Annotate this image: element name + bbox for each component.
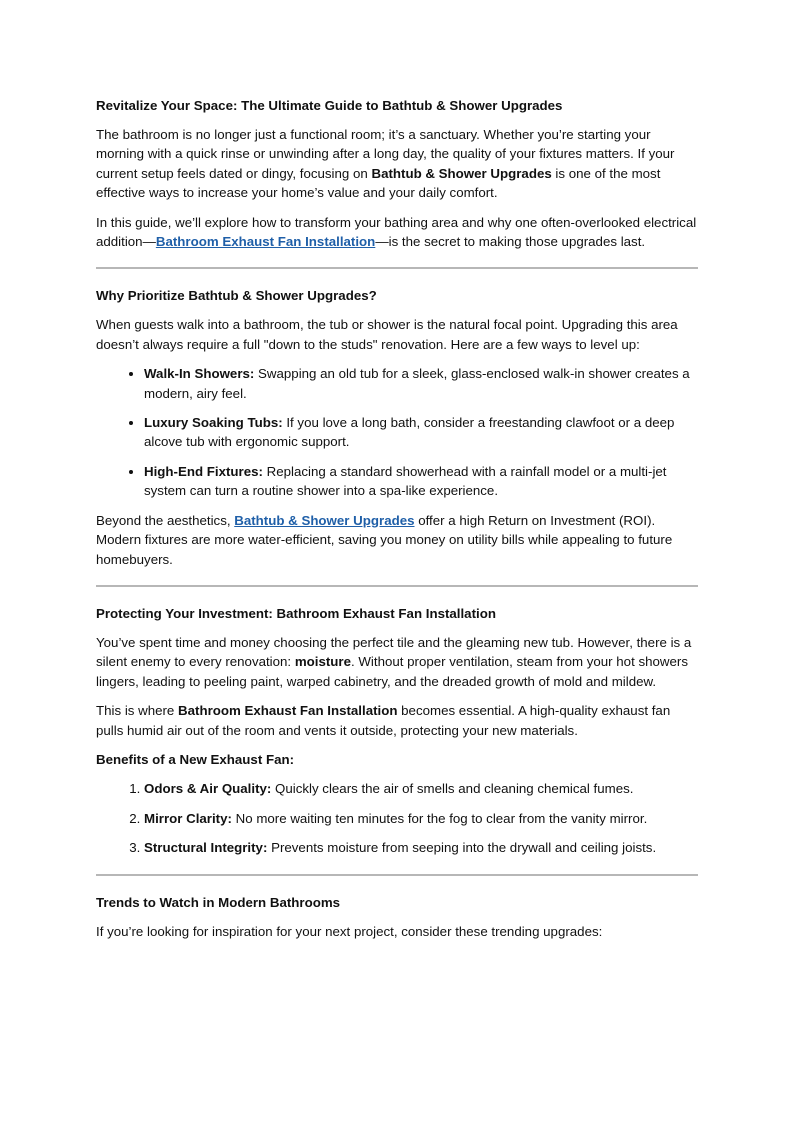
- list-item: • High-End Fixtures: Replacing a standard showerhead with a rainfall model or a multi-jet system can turn a routine shower into a spa-like experience.: [144, 462, 698, 501]
- list-item: 3. Structural Integrity: Prevents moisture from seeping into the drywall and ceiling joists.: [144, 838, 698, 857]
- benefits-heading: Benefits of a New Exhaust Fan:: [96, 751, 295, 767]
- document-page: [96, 96, 698, 951]
- section-divider: [96, 874, 698, 876]
- guide-paragraph: In this guide, we’ll explore how to transform your bathing area and why one often-overlooked electrical addition—Bathroom Exhaust Fan Installation—is the secret to making those upgrades last.: [96, 214, 697, 250]
- roi-paragraph: Beyond the aesthetics, Bathtub & Shower Upgrades offer a high Return on Investment (ROI). Modern fixtures are more water-efficient, saving you money on utility bills while appealing to future homebuyers.: [96, 512, 673, 567]
- list-item: • Walk-In Showers: Swapping an old tub for a sleek, glass-enclosed walk-in shower creates a modern, airy feel.: [144, 364, 698, 403]
- fan-paragraph: This is where Bathroom Exhaust Fan Installation becomes essential. A high-quality exhaust fan pulls humid air out of the room and vents it outside, protecting your new materials.: [96, 703, 671, 738]
- benefits-list: [96, 779, 698, 857]
- section-title-trends: Trends to Watch in Modern Bathrooms: [96, 894, 341, 910]
- moisture-paragraph: You’ve spent time and money choosing the perfect tile and the gleaming new tub. However, there is a silent enemy to every renovation: moisture. Without proper ventilation, steam from your hot showers lingers, leading to peeling paint, warped cabinetry, and the dreaded growth of mold and mildew.: [96, 634, 692, 689]
- section-title-intro: Revitalize Your Space: The Ultimate Guide to Bathtub & Shower Upgrades: [96, 98, 563, 113]
- trends-paragraph: If you’re looking for inspiration for your next project, consider these trending upgrades:: [96, 923, 603, 939]
- bathtub-upgrades-link[interactable]: Bathtub & Shower Upgrades: [234, 512, 415, 528]
- section-divider: [96, 585, 698, 587]
- exhaust-fan-link[interactable]: Bathroom Exhaust Fan Installation: [155, 234, 376, 250]
- list-item: 1. Odors & Air Quality: Quickly clears the air of smells and cleaning chemical fumes.: [144, 779, 698, 798]
- section-title-why: Why Prioritize Bathtub & Shower Upgrades?: [96, 288, 377, 304]
- why-paragraph: When guests walk into a bathroom, the tub or shower is the natural focal point. Upgrading this area doesn’t always require a full "down to the studs" renovation. Here are a few ways to level up:: [96, 317, 678, 352]
- upgrade-list: [96, 364, 698, 500]
- list-item: 2. Mirror Clarity: No more waiting ten minutes for the fog to clear from the vanity mirror.: [144, 809, 698, 828]
- intro-paragraph: The bathroom is no longer just a functional room; it’s a sanctuary. Whether you’re starting your morning with a quick rinse or unwinding after a long day, the quality of your fixtures matters. If your current setup feels dated or dingy, focusing on Bathtub & Shower Upgrades is one of the most effective ways to increase your home’s value and your daily comfort.: [96, 127, 675, 201]
- list-item: • Luxury Soaking Tubs: If you love a long bath, consider a freestanding clawfoot or a deep alcove tub with ergonomic support.: [144, 413, 698, 452]
- section-divider: [96, 267, 698, 269]
- section-title-protect: Protecting Your Investment: Bathroom Exhaust Fan Installation: [96, 605, 496, 621]
